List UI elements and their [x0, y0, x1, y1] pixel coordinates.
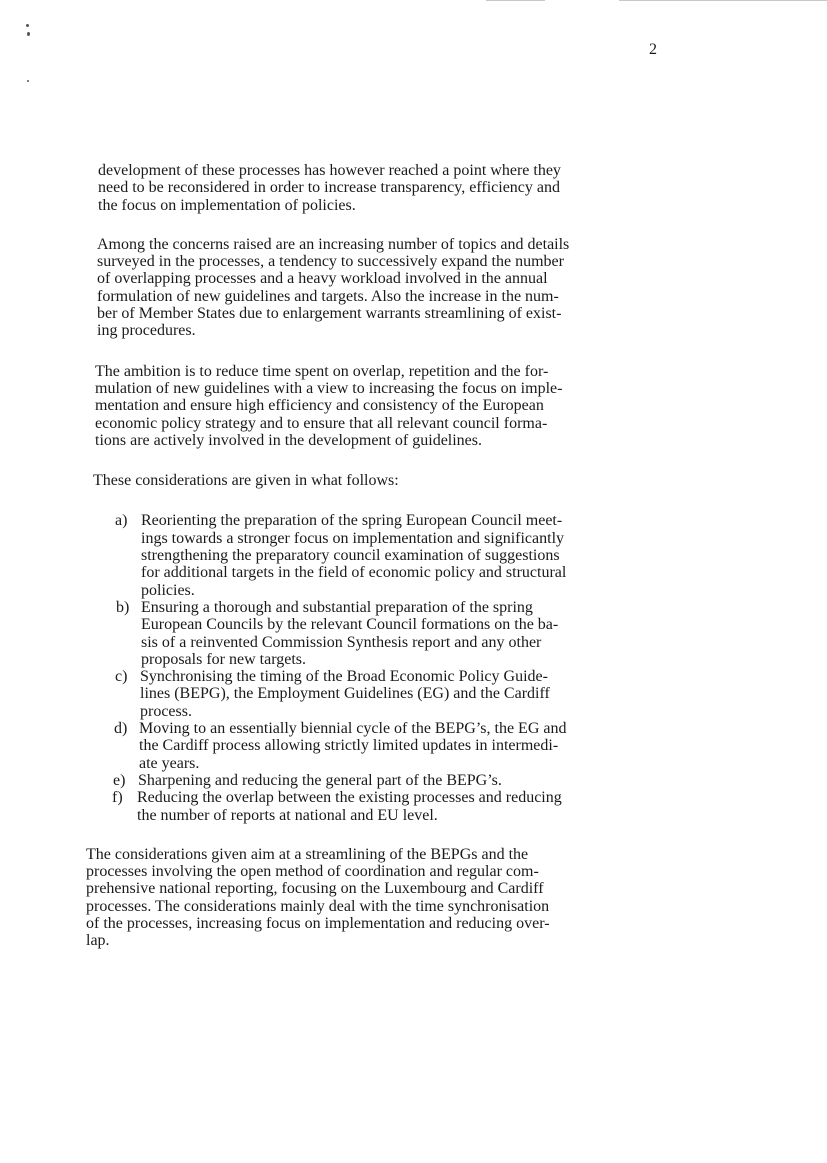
- text-line: Sharpening and reducing the general part of the BEPG’s.: [138, 771, 502, 789]
- list-item: [114, 720, 644, 772]
- text-line: ber of Member States due to enlargement warrants streamlining of exist-: [97, 305, 562, 323]
- text-line: of the processes, increasing focus on implementation and reducing over-: [86, 914, 550, 932]
- text-line: ing procedures.: [97, 322, 196, 340]
- text-line: the focus on implementation of policies.: [98, 196, 356, 214]
- text-line: surveyed in the processes, a tendency to successively expand the number: [97, 253, 564, 271]
- list-item: [112, 789, 644, 824]
- list-marker: d): [114, 720, 128, 738]
- text-line: development of these processes has however reached a point where they: [98, 162, 561, 179]
- body-paragraph: [95, 363, 644, 449]
- scan-speck: [26, 24, 29, 27]
- text-line: tions are actively involved in the development of guidelines.: [95, 431, 483, 449]
- text-line: of overlapping processes and a heavy workload involved in the annual: [97, 270, 548, 288]
- scan-speck: [27, 80, 29, 82]
- text-line: ate years.: [139, 754, 200, 772]
- top-edge-rule: [486, 0, 827, 1]
- text-line: economic policy strategy and to ensure that all relevant council forma-: [95, 414, 548, 432]
- text-line: These considerations are given in what follows:: [93, 472, 399, 490]
- body-paragraph: [86, 846, 644, 950]
- text-line: strengthening the preparatory council examination of suggestions: [141, 547, 560, 565]
- text-line: Synchronising the timing of the Broad Economic Policy Guide-: [140, 668, 548, 686]
- list-marker: a): [115, 512, 128, 530]
- list-marker: c): [115, 668, 128, 686]
- list-marker: f): [112, 789, 123, 807]
- list-marker: e): [113, 771, 126, 789]
- text-line: the Cardiff process allowing strictly limited updates in intermedi-: [139, 737, 559, 755]
- list-item: [116, 599, 644, 668]
- text-line: need to be reconsidered in order to increase transparency, efficiency and: [98, 179, 560, 197]
- text-line: Among the concerns raised are an increasing number of topics and details: [97, 235, 570, 253]
- text-line: processes involving the open method of coordination and regular com-: [86, 863, 539, 881]
- list-item: [113, 772, 644, 789]
- body-paragraph: [98, 162, 644, 214]
- text-line: ings towards a stronger focus on implementation and significantly: [141, 529, 565, 547]
- text-line: the number of reports at national and EU level.: [137, 806, 438, 824]
- text-line: process.: [140, 702, 192, 720]
- text-line: European Councils by the relevant Council formations on the ba-: [141, 616, 559, 634]
- text-line: Reorienting the preparation of the spring European Council meet-: [141, 512, 563, 530]
- text-line: The considerations given aim at a streamlining of the BEPGs and the: [86, 845, 529, 863]
- body-paragraph: [97, 236, 644, 340]
- text-line: Reducing the overlap between the existing processes and reducing: [137, 789, 562, 807]
- document-body: [84, 162, 644, 950]
- body-paragraph: [93, 472, 644, 489]
- text-line: formulation of new guidelines and targets. Also the increase in the num-: [97, 287, 559, 305]
- considerations-list: [112, 512, 644, 824]
- text-line: for additional targets in the field of economic policy and structural: [141, 564, 567, 582]
- list-item: [115, 668, 644, 720]
- text-line: prehensive national reporting, focusing on the Luxembourg and Cardiff: [86, 880, 544, 898]
- top-edge-rule-gap: [545, 0, 619, 2]
- text-line: mentation and ensure high efficiency and consistency of the European: [95, 397, 544, 415]
- text-line: Moving to an essentially biennial cycle of the BEPG’s, the EG and: [139, 720, 567, 738]
- text-line: The ambition is to reduce time spent on overlap, repetition and the for-: [95, 362, 549, 380]
- list-marker: b): [116, 598, 130, 616]
- text-line: lines (BEPG), the Employment Guidelines (EG) and the Cardiff: [140, 685, 550, 703]
- text-line: Ensuring a thorough and substantial preparation of the spring: [141, 598, 533, 616]
- text-line: policies.: [141, 581, 195, 599]
- text-line: sis of a reinvented Commission Synthesis report and any other: [141, 633, 542, 651]
- text-line: proposals for new targets.: [141, 650, 306, 668]
- list-item: [115, 512, 644, 598]
- page-number: 2: [649, 41, 657, 58]
- scan-speck: [27, 32, 30, 36]
- text-line: lap.: [86, 932, 110, 950]
- text-line: processes. The considerations mainly deal with the time synchronisation: [86, 897, 550, 915]
- text-line: mulation of new guidelines with a view to increasing the focus on imple-: [95, 379, 563, 397]
